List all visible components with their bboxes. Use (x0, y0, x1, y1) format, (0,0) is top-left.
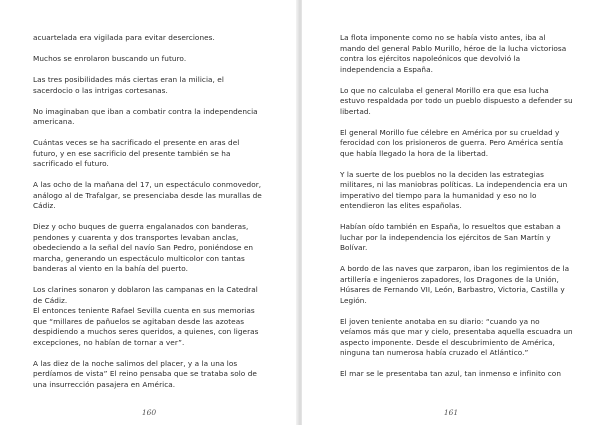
paragraph: Los clarines sonaron y doblaron las campanas en la Catedral de Cádiz. (33, 285, 258, 305)
paragraph: El general Morillo fue célebre en América por su crueldad y ferocidad con los prisioneros de guerra. Pero América sentía que había llegado la hora de la libertad. (340, 127, 564, 158)
paragraph: A bordo de las naves que zarparon, iban los regimientos de la artillería e ingenieros zapadores, los Dragones de la Unión, Húsares de Fernando VII, León, Barbastro, Victoria, Castilla y Legión. (340, 264, 570, 305)
paragraph: No imaginaban que iban a combatir contra la independencia americana. (33, 106, 258, 126)
paragraph: Y la suerte de los pueblos no la deciden las estrategias militares, ni las maniobras políticas. La independencia era un imperativo del tiempo para la humanidad y eso no lo entendieron las elites españolas. (340, 169, 568, 210)
paragraph: Cuántas veces se ha sacrificado el presente en aras del futuro, y en ese sacrificio del presente también se ha sacrificado el futuro. (33, 138, 240, 168)
paragraph: Muchos se enrolaron buscando un futuro. (33, 54, 187, 63)
right-page (302, 0, 600, 425)
paragraph: El entonces teniente Rafael Sevilla cuenta en sus memorias que “millares de pañuelos se agitaban desde las azoteas despidiendo a muchos seres queridos, a quienes, con ligeras excepciones, no habían de tornar a ver”. (33, 306, 259, 347)
right-page-text (340, 33, 573, 390)
paragraph: Lo que no calculaba el general Morillo era que esa lucha estuvo respaldada por todo un pueblo dispuesto a defender su libertad. (340, 85, 573, 116)
left-page (0, 0, 298, 425)
paragraph: A las ocho de la mañana del 17, un espectáculo conmovedor, análogo al de Trafalgar, se presenciaba desde las murallas de Cádiz. (33, 180, 262, 210)
page-number-left: 160 (141, 408, 157, 417)
paragraph: Habían oído también en España, lo resueltos que estaban a luchar por la independencia los ejércitos de San Martín y Bolívar. (340, 222, 561, 252)
paragraph: El mar se le presentaba tan azul, tan inmenso e infinito con (340, 369, 561, 378)
paragraph: Las tres posibilidades más ciertas eran la milicia, el sacerdocio o las intrigas cortesanas. (33, 75, 224, 95)
paragraph: A las diez de la noche salimos del placer, y a la una los perdíamos de vista” El reino pensaba que se trataba solo de una insurrección pasajera en América. (33, 358, 257, 389)
paragraph: acuartelada era vigilada para evitar deserciones. (33, 33, 215, 42)
left-page-text (33, 33, 266, 401)
paragraph: La flota imponente como no se había visto antes, iba al mando del general Pablo Murillo, héroe de la lucha victoriosa contra los ejércitos napoleónicos que devolvió la independencia a España. (340, 33, 567, 74)
paragraph: El joven teniente anotaba en su diario: “cuando ya no veíamos más que mar y cielo, presentaba aquella escuadra un aspecto imponente. Desde el descubrimiento de América, ninguna tan numerosa había cruzado el Atlántico.” (340, 316, 573, 357)
page-number-right: 161 (443, 408, 459, 417)
paragraph: Diez y ocho buques de guerra engalanados con banderas, pendones y cuarenta y dos transportes levaban anclas, obedeciendo a la señal del navío San Pedro, poniéndose en marcha, generando un espectáculo multicolor con tantas banderas al viento en la bahía del puerto. (33, 222, 254, 273)
